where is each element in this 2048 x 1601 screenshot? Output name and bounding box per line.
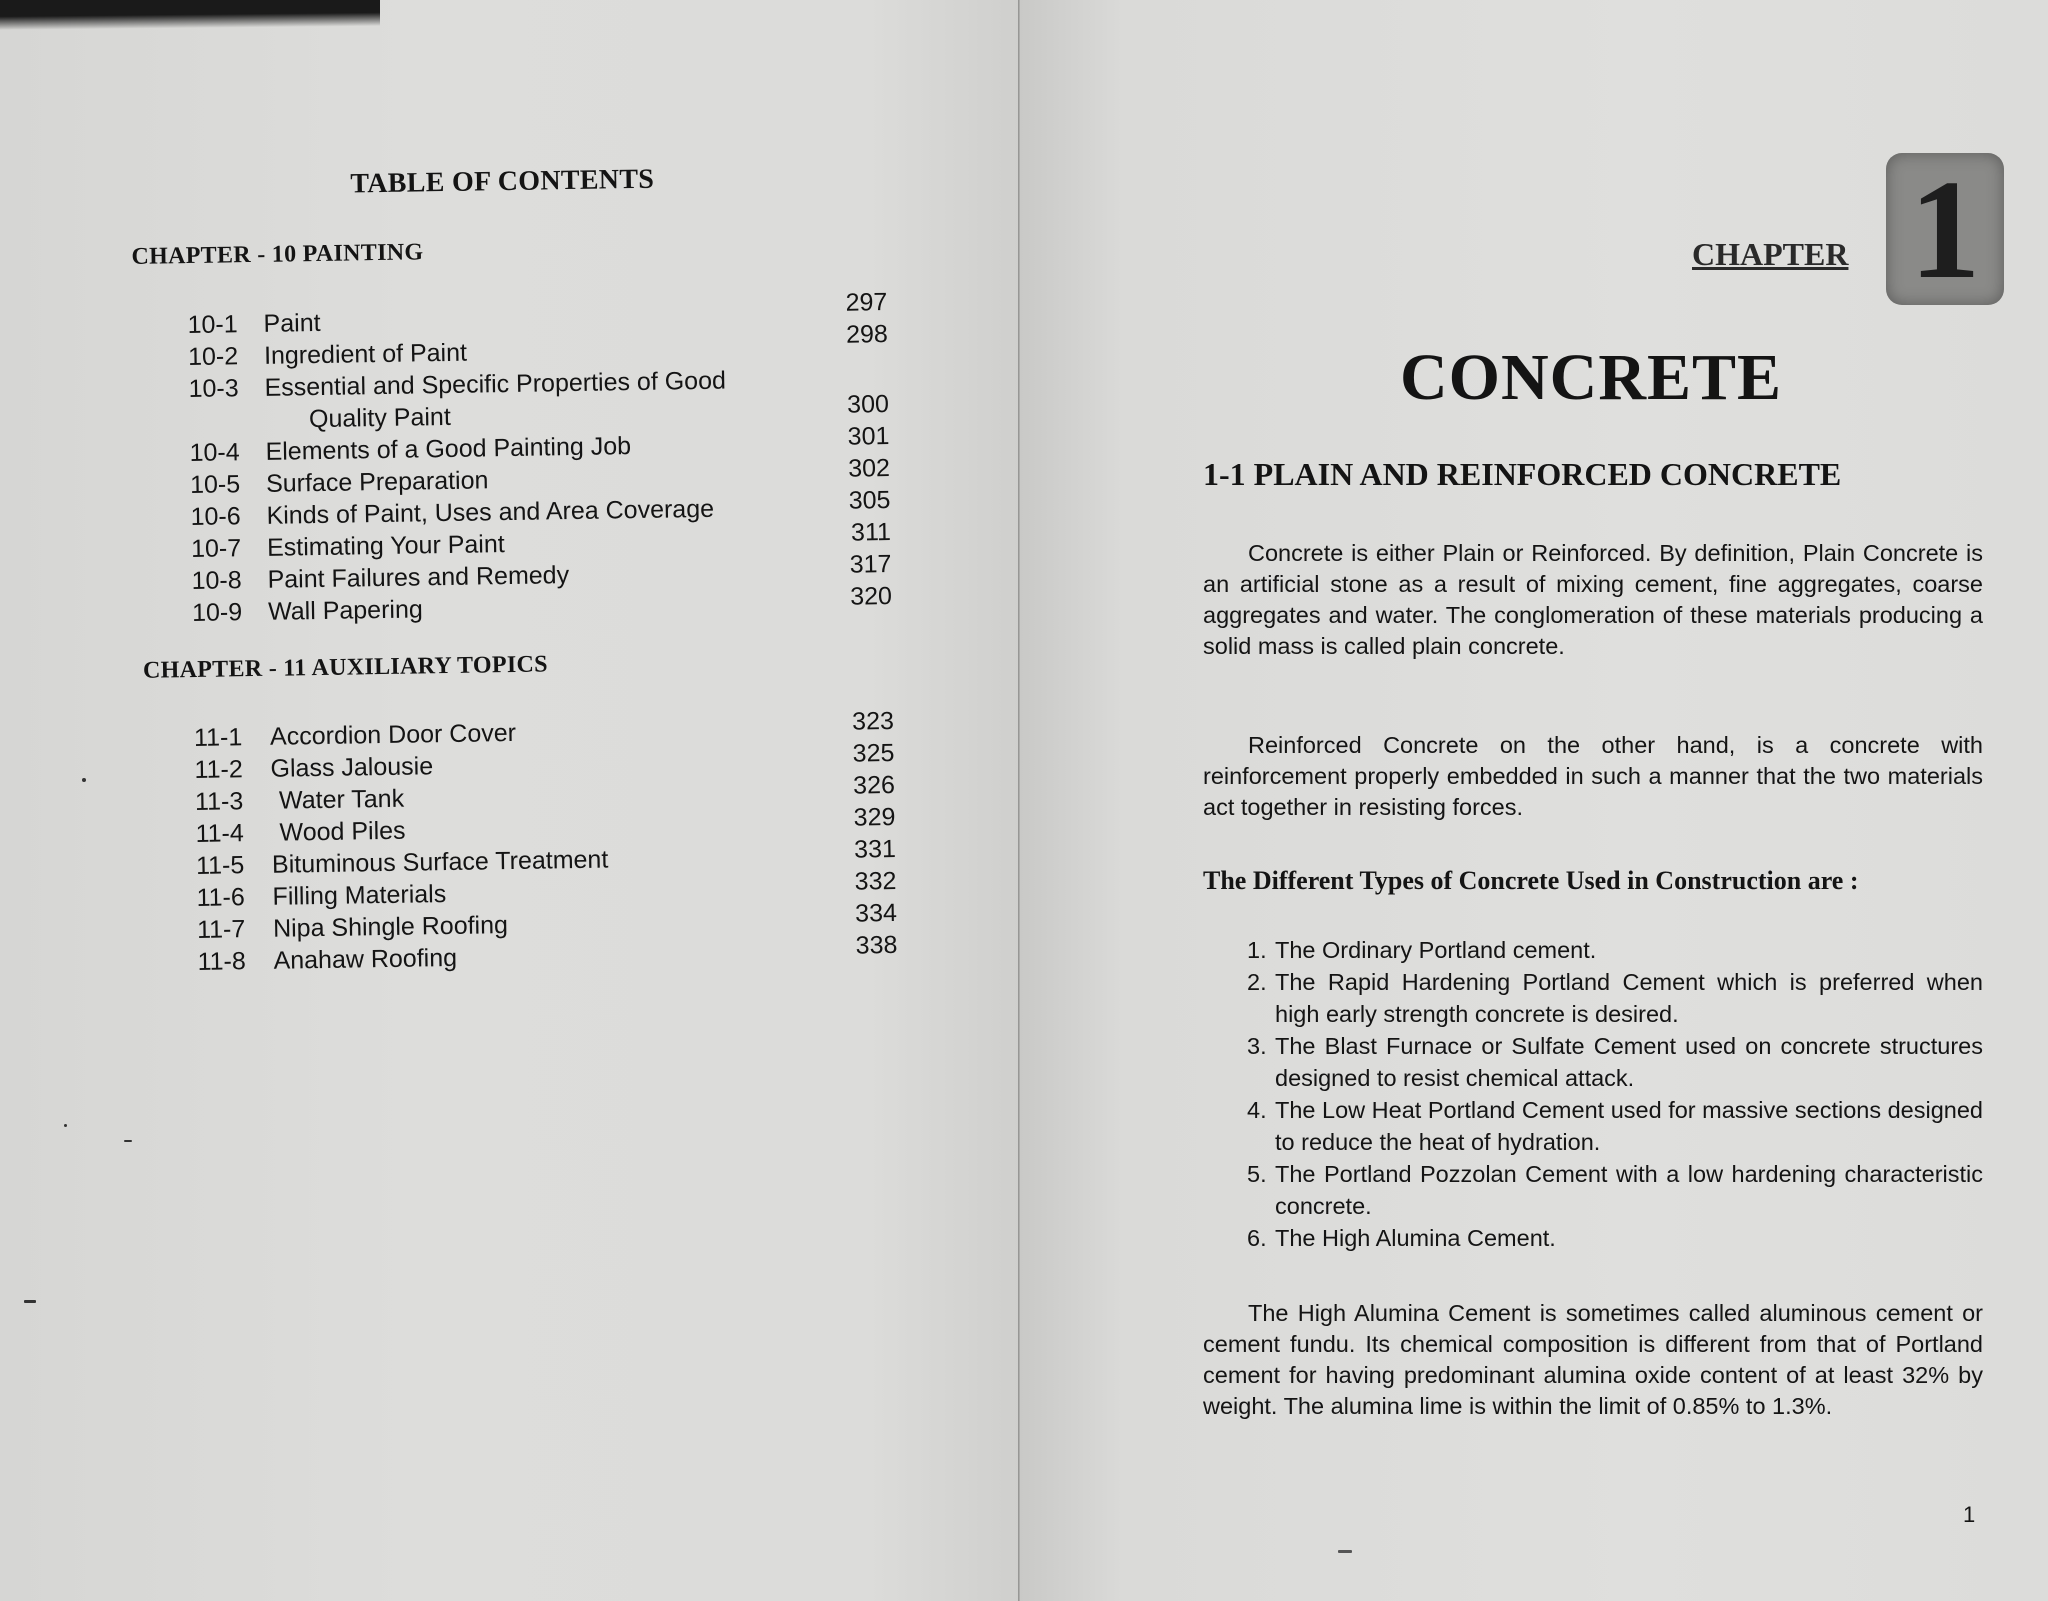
list-number: 4. bbox=[1247, 1097, 1267, 1123]
paragraph: The High Alumina Cement is sometimes called aluminous cement or cement fundu. Its chemical composition is different from that of Portland cement for having predominant alumina oxide content of at least 32% by weight. The alumina lime is within the limit of 0.85% to 1.3%. bbox=[1203, 1300, 1983, 1419]
toc-entry-number: 10-1 bbox=[187, 310, 238, 340]
list-text: The High Alumina Cement. bbox=[1275, 1225, 1556, 1251]
toc-entry-title-continued: Quality Paint bbox=[308, 402, 452, 434]
toc-entry-title: Glass Jalousie bbox=[270, 752, 434, 783]
toc-entry-number: 10-3 bbox=[188, 374, 239, 404]
list-item bbox=[1203, 1222, 1983, 1254]
list-text: The Low Heat Portland Cement used for massive sections designed to reduce the heat of hydration. bbox=[1275, 1097, 1983, 1155]
toc-entry-title: Nipa Shingle Roofing bbox=[272, 911, 509, 943]
chapter-label: CHAPTER bbox=[1692, 236, 1849, 272]
list-number: 2. bbox=[1247, 969, 1267, 995]
toc-entry-title: Elements of a Good Painting Job bbox=[265, 432, 632, 466]
list-item bbox=[1203, 966, 1983, 1030]
toc-title: TABLE OF CONTENTS bbox=[350, 163, 655, 200]
toc-entry-page: 297 bbox=[845, 288, 888, 317]
scan-edge-shadow bbox=[0, 0, 380, 30]
table-of-contents bbox=[125, 149, 925, 976]
toc-entry-title: Wall Papering bbox=[267, 595, 423, 626]
toc-entry-page: 325 bbox=[852, 738, 895, 768]
toc-entry-title: Paint bbox=[263, 308, 321, 338]
list-number: 1. bbox=[1247, 937, 1267, 963]
list-text: The Rapid Hardening Portland Cement which is preferred when high early strength concrete is desired. bbox=[1275, 969, 1983, 1027]
toc-entry-page: 326 bbox=[852, 770, 896, 800]
list-number: 3. bbox=[1247, 1033, 1267, 1059]
toc-entry-title: Filling Materials bbox=[272, 880, 447, 911]
toc-entry-title: Paint Failures and Remedy bbox=[267, 561, 570, 594]
toc-entry-number: 11-7 bbox=[196, 915, 246, 944]
toc-entry-number: 11-5 bbox=[195, 851, 245, 880]
toc-entry-number: 10-7 bbox=[190, 534, 242, 564]
toc-entry-page: 300 bbox=[846, 390, 890, 419]
toc-entry-number: 10-4 bbox=[189, 438, 240, 468]
list-text: The Blast Furnace or Sulfate Cement used on concrete structures designed to resist chemical attack. bbox=[1275, 1033, 1983, 1091]
types-heading: The Different Types of Concrete Used in Construction are : bbox=[1203, 866, 1859, 895]
toc-entry-number: 11-3 bbox=[194, 787, 244, 816]
toc-entry-title: Kinds of Paint, Uses and Area Coverage bbox=[266, 494, 715, 530]
scan-speck bbox=[64, 1124, 67, 1127]
toc-entry-page: 334 bbox=[854, 898, 898, 928]
list-number: 5. bbox=[1247, 1161, 1267, 1187]
toc-entry-number: 10-6 bbox=[190, 502, 241, 532]
toc-entry-page: 338 bbox=[855, 930, 898, 960]
toc-entry-number: 11-1 bbox=[193, 723, 243, 752]
page-number: 1 bbox=[1963, 1502, 1976, 1527]
toc-entry-title: Ingredient of Paint bbox=[263, 338, 468, 370]
toc-entry-number: 11-2 bbox=[194, 755, 243, 784]
left-page bbox=[0, 0, 1020, 1601]
toc-entry-number: 11-4 bbox=[195, 819, 244, 848]
toc-entry-title: Essential and Specific Properties of Good bbox=[264, 366, 727, 402]
scan-speck bbox=[124, 1140, 132, 1142]
scan-speck bbox=[1338, 1550, 1352, 1553]
right-page bbox=[1020, 0, 2048, 1601]
list-text: The Portland Pozzolan Cement with a low hardening characteristic concrete. bbox=[1275, 1161, 1983, 1219]
toc-entry-page: 323 bbox=[851, 706, 895, 736]
toc-entry-page: 320 bbox=[849, 582, 893, 611]
toc-entry-title: Estimating Your Paint bbox=[266, 530, 505, 562]
concrete-types-list bbox=[1203, 934, 1983, 1254]
toc-entry-page: 302 bbox=[847, 454, 891, 483]
toc-entry-page: 331 bbox=[853, 834, 897, 864]
toc-entry-number: 10-8 bbox=[191, 566, 242, 596]
section-heading: 1-1 PLAIN AND REINFORCED CONCRETE bbox=[1203, 456, 1842, 492]
toc-entry-page: 317 bbox=[849, 550, 892, 579]
toc-entry-title: Water Tank bbox=[278, 784, 405, 815]
chapter-title: CONCRETE bbox=[1400, 341, 1783, 414]
toc-entry-title: Accordion Door Cover bbox=[269, 718, 517, 751]
toc-entry-title: Surface Preparation bbox=[265, 466, 489, 498]
toc-entry-page: 311 bbox=[850, 518, 892, 547]
toc-entry-number: 10-9 bbox=[191, 598, 243, 628]
toc-entry-page: 301 bbox=[847, 422, 890, 451]
list-item bbox=[1203, 934, 1983, 966]
chapter-10-heading: CHAPTER - 10 PAINTING bbox=[131, 239, 424, 270]
toc-entry-number: 10-5 bbox=[189, 470, 241, 500]
list-item bbox=[1203, 1030, 1983, 1094]
scan-speck bbox=[82, 778, 86, 782]
toc-entry-page: 298 bbox=[845, 320, 889, 349]
toc-entry-title: Bituminous Surface Treatment bbox=[271, 845, 609, 879]
chapter-number: 1 bbox=[1909, 150, 1981, 308]
paragraph: Concrete is either Plain or Reinforced. By definition, Plain Concrete is an artificial stone as a result of mixing cement, fine aggregates, coarse aggregates and water. The conglomeration of these materials producing a solid mass is called plain concrete. bbox=[1203, 540, 1983, 659]
list-item bbox=[1203, 1094, 1983, 1158]
scan-speck bbox=[24, 1300, 36, 1303]
list-item bbox=[1203, 1158, 1983, 1222]
toc-entry-number: 10-2 bbox=[187, 342, 239, 372]
toc-entry-page: 332 bbox=[854, 866, 897, 896]
list-number: 6. bbox=[1247, 1225, 1267, 1251]
toc-entry-page: 329 bbox=[853, 802, 896, 832]
paragraph: Reinforced Concrete on the other hand, is a concrete with reinforcement properly embedded in such a manner that the two materials act together in resisting forces. bbox=[1203, 732, 1983, 820]
list-text: The Ordinary Portland cement. bbox=[1275, 937, 1597, 963]
chapter-11-heading: CHAPTER - 11 AUXILIARY TOPICS bbox=[142, 651, 548, 684]
chapter-number-badge bbox=[1886, 150, 2004, 308]
toc-entry-title: Wood Piles bbox=[279, 816, 406, 847]
toc-entry-title: Anahaw Roofing bbox=[273, 943, 458, 975]
toc-entry-number: 11-6 bbox=[196, 883, 245, 912]
toc-entry-page: 305 bbox=[848, 486, 891, 515]
toc-entry-number: 11-8 bbox=[197, 947, 246, 976]
